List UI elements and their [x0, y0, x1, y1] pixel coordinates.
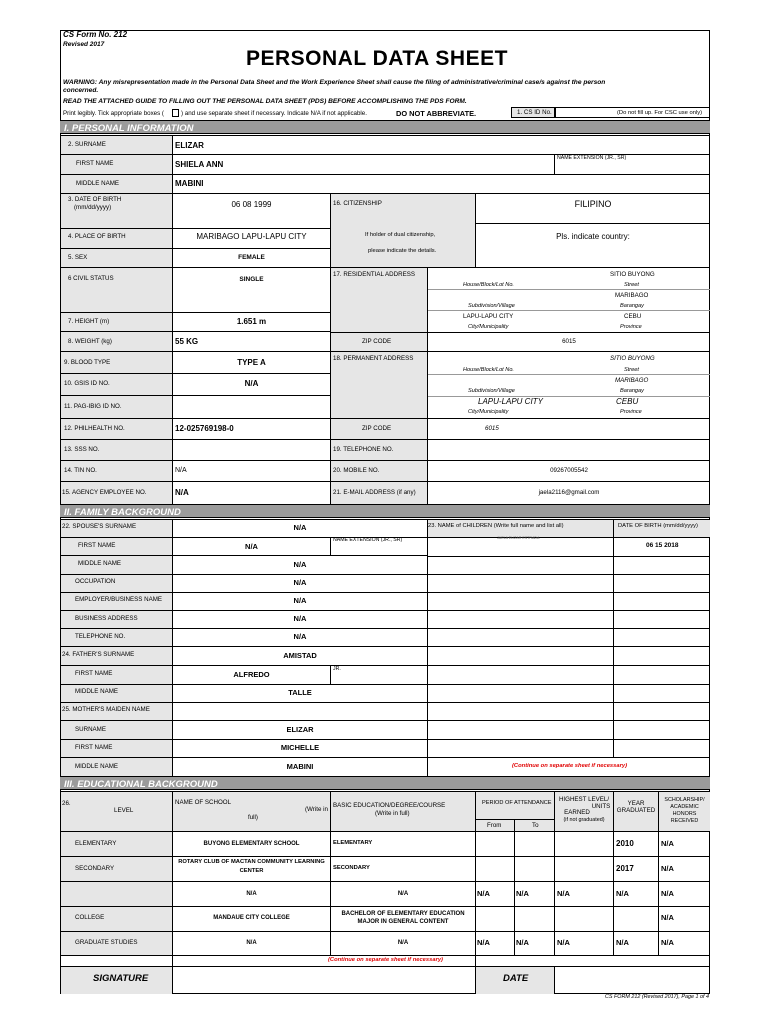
not-graduated-header: (if not graduated) [563, 817, 605, 823]
children-dob-header: DATE OF BIRTH (mm/dd/yyyy) [618, 523, 698, 529]
child-dob-field[interactable]: 06 15 2018 [646, 542, 679, 549]
res-subdivision-field[interactable]: MARIBAGO [615, 292, 649, 299]
graduate-from-field[interactable]: N/A [477, 938, 490, 947]
sex-field[interactable]: FEMALE [238, 254, 265, 261]
business-address-field[interactable]: N/A [293, 614, 307, 623]
vocational-from-field[interactable]: N/A [477, 889, 490, 898]
tick-box [172, 109, 179, 117]
graduate-studies-label: GRADUATE STUDIES [75, 939, 138, 946]
course-header-note: (Write in full) [375, 810, 410, 817]
height-label: 7. HEIGHT (m) [68, 318, 110, 325]
country-indicate: Pls. indicate country: [556, 232, 630, 241]
perm-street-label: Street [624, 367, 639, 373]
agency-label: 15. AGENCY EMPLOYEE NO. [62, 489, 147, 496]
father-surname-field[interactable]: AMISTAD [283, 651, 317, 660]
academic-header: ACADEMIC [670, 804, 699, 810]
date-label: DATE [503, 973, 529, 984]
sex-label: 5. SEX [68, 254, 88, 261]
mobile-field[interactable]: 09267005542 [550, 467, 588, 474]
secondary-course-field[interactable]: SECONDARY [333, 865, 370, 871]
weight-field[interactable]: 55 KG [175, 337, 199, 346]
perm-subdivision-label: Subdivision/Village [468, 388, 515, 394]
graduate-year-field[interactable]: N/A [616, 938, 629, 947]
surname-field[interactable]: ELIZAR [175, 141, 204, 150]
children-header: 23. NAME of CHILDREN (Write full name and list all) [428, 523, 564, 529]
spouse-surname-field[interactable]: N/A [293, 523, 307, 532]
section-education-header: III. EDUCATIONAL BACKGROUND [60, 776, 710, 790]
citizenship-label: 16. CITIZENSHIP [333, 200, 382, 207]
res-zip-field[interactable]: 6015 [562, 338, 576, 345]
mother-middle-name-label: MIDDLE NAME [75, 763, 118, 770]
spouse-telephone-label: TELEPHONE NO. [75, 633, 126, 640]
dual-citizenship-note2: please indicate the details. [368, 248, 437, 254]
perm-province-label: Province [620, 409, 642, 415]
elementary-label: ELEMENTARY [75, 840, 117, 847]
elementary-honors-field[interactable]: N/A [661, 839, 674, 848]
middle-name-label: MIDDLE NAME [76, 180, 119, 187]
dual-citizenship-note: If holder of dual citizenship, [365, 232, 436, 238]
res-barangay-label: Barangay [620, 303, 644, 309]
dob-label: 3. DATE OF BIRTH [68, 196, 122, 203]
school-header: NAME OF SCHOOL [175, 799, 232, 806]
earned-header: EARNED [564, 809, 590, 816]
res-subdivision-label: Subdivision/Village [468, 303, 515, 309]
res-city-field[interactable]: LAPU-LAPU CITY [463, 313, 514, 320]
res-province-field[interactable]: CEBU [624, 313, 642, 320]
surname-label: 2. SURNAME [68, 141, 106, 148]
graduate-course-field[interactable]: N/A [397, 940, 409, 946]
print-instruction-cont: ) and use separate sheet if necessary. Indicate N/A if not applicable. [181, 110, 367, 117]
cs-id-label: 1. CS ID No. [517, 109, 552, 116]
height-field[interactable]: 1.651 m [236, 317, 267, 326]
occupation-label: OCCUPATION [75, 578, 116, 585]
college-label: COLLEGE [75, 914, 105, 921]
business-address-label: BUSINESS ADDRESS [75, 615, 138, 622]
secondary-honors-field[interactable]: N/A [661, 864, 674, 873]
father-first-name-label: FIRST NAME [75, 670, 113, 677]
warning-text: WARNING: Any misrepresentation made in the Personal Data Sheet and the Work Experience Sheet shall cause the filing of administrative/criminal case/s against the person [63, 79, 606, 86]
perm-zip-label: ZIP CODE [362, 425, 392, 432]
cs-use-only: (Do not fill up. For CSC use only) [617, 110, 703, 116]
secondary-school-field-cont[interactable]: CENTER [239, 868, 264, 874]
first-name-field[interactable]: SHIELA ANN [175, 160, 224, 169]
father-middle-name-field[interactable]: TALLE [288, 688, 312, 697]
middle-name-field[interactable]: MABINI [175, 179, 204, 188]
received-header: RECEIVED [670, 818, 699, 824]
instruction-text: READ THE ATTACHED GUIDE TO FILLING OUT THE PERSONAL DATA SHEET (PDS) BEFORE ACCOMPLISHING THE PDS FORM. [63, 98, 467, 105]
do-not-abbreviate: DO NOT ABBREVIATE. [396, 109, 477, 118]
blood-type-field[interactable]: TYPE A [237, 358, 266, 367]
education-num: 26. [62, 800, 71, 807]
graduate-honors-field[interactable]: N/A [661, 938, 674, 947]
pagibig-label: 11. PAG-IBIG ID NO. [64, 403, 122, 410]
mobile-label: 20. MOBILE NO. [333, 467, 380, 474]
print-instruction: Print legibly. Tick appropriate boxes ( [63, 110, 164, 117]
perm-house-label: House/Block/Lot No. [463, 367, 514, 373]
graduate-to-field[interactable]: N/A [516, 938, 529, 947]
residential-address-label: 17. RESIDENTIAL ADDRESS [333, 271, 415, 278]
section-family-header: II. FAMILY BACKGROUND [60, 504, 710, 518]
college-honors-field[interactable]: N/A [661, 913, 674, 922]
civil-status-label: 6 CIVIL STATUS [68, 275, 114, 282]
units-header: UNITS [591, 803, 611, 810]
spouse-first-name-field[interactable]: N/A [245, 542, 258, 551]
college-school-field[interactable]: MANDAUE CITY COLLEGE [213, 915, 290, 921]
agency-field[interactable]: N/A [175, 488, 189, 497]
father-first-name-field[interactable]: ALFREDO [233, 670, 270, 679]
elementary-year-field[interactable]: 2010 [616, 839, 634, 848]
graduate-school-field[interactable]: N/A [246, 940, 257, 946]
pob-field[interactable]: MARIBAGO LAPU-LAPU CITY [196, 232, 307, 241]
education-level-column [61, 831, 172, 955]
vocational-course-field[interactable]: N/A [397, 891, 409, 897]
vocational-units-field[interactable]: N/A [557, 889, 570, 898]
elementary-school-field[interactable]: BUYONG ELEMENTARY SCHOOL [203, 841, 300, 847]
elementary-course-field[interactable]: ELEMENTARY [333, 840, 373, 846]
email-field[interactable]: jaela2116@gmail.com [538, 489, 600, 496]
spouse-name-ext-label: NAME EXTENSION (JR., SR) [333, 537, 403, 543]
secondary-school-field[interactable]: ROTARY CLUB OF MACTAN COMMUNITY LEARNING [178, 859, 325, 865]
employer-label: EMPLOYER/BUSINESS NAME [75, 596, 162, 603]
res-house-field[interactable]: SITIO BUYONG [610, 271, 655, 278]
father-name-ext-field[interactable]: JR. [333, 666, 341, 672]
pob-label: 4. PLACE OF BIRTH [68, 233, 126, 240]
sss-label: 13. SSS NO. [64, 446, 100, 453]
father-surname-label: 24. FATHER'S SURNAME [62, 651, 135, 658]
page-title: PERSONAL DATA SHEET [246, 47, 508, 70]
perm-house-field[interactable]: SITIO BUYONG [610, 355, 655, 362]
permanent-address-label: 18. PERMANENT ADDRESS [333, 355, 414, 362]
revised-label: Revised 2017 [63, 41, 105, 48]
graduated-header: GRADUATED [616, 807, 656, 814]
occupation-field[interactable]: N/A [293, 578, 307, 587]
weight-label: 8. WEIGHT (kg) [68, 338, 112, 345]
graduate-units-field[interactable]: N/A [557, 938, 570, 947]
date-field[interactable] [555, 967, 710, 994]
perm-barangay-label: Barangay [620, 388, 644, 394]
perm-province-field[interactable]: CEBU [616, 397, 639, 406]
secondary-label: SECONDARY [75, 865, 115, 872]
scholarship-header: SCHOLARSHIP/ [664, 797, 705, 803]
level-header: LEVEL [114, 807, 134, 814]
spouse-middle-name-field[interactable]: N/A [293, 560, 307, 569]
vocational-honors-field[interactable]: N/A [661, 889, 674, 898]
res-province-label: Province [620, 324, 642, 330]
spouse-surname-label: 22. SPOUSE'S SURNAME [62, 523, 137, 530]
mother-first-name-field[interactable]: MICHELLE [280, 743, 320, 752]
blood-type-label: 9. BLOOD TYPE [64, 359, 111, 366]
to-header: To [532, 822, 539, 829]
honors-header: HONORS [672, 811, 697, 817]
signature-field[interactable] [173, 967, 475, 994]
college-course-field[interactable]: BACHELOR OF ELEMENTARY EDUCATION [341, 911, 465, 917]
family-continue-note: (Continue on separate sheet if necessary) [512, 763, 628, 769]
name-extension-label: NAME EXTENSION (JR., SR) [557, 155, 627, 161]
year-header: YEAR [627, 800, 645, 807]
gsis-field[interactable]: N/A [244, 379, 259, 388]
vocational-year-field[interactable]: N/A [616, 889, 629, 898]
res-city-label: City/Municipality [468, 324, 509, 330]
page-footer: CS FORM 212 (Revised 2017), Page 1 of 4 [605, 994, 709, 1000]
child-name-field[interactable]: JAELA ELIZAR ESTRADA [497, 536, 540, 540]
philhealth-field[interactable]: 12-025769198-0 [175, 424, 234, 433]
secondary-year-field[interactable]: 2017 [616, 864, 634, 873]
res-house-label: House/Block/Lot No. [463, 282, 514, 288]
mother-surname-label: SURNAME [75, 726, 106, 733]
family-label-column [61, 519, 172, 776]
period-header: PERIOD OF ATTENDANCE [482, 800, 552, 806]
email-label: 21. E-MAIL ADDRESS (if any) [333, 489, 416, 496]
citizenship-field[interactable]: FILIPINO [574, 199, 612, 209]
college-course-field-cont[interactable]: MAJOR IN GENERAL CONTENT [357, 919, 449, 925]
gsis-label: 10. GSIS ID NO. [64, 380, 110, 387]
philhealth-label: 12. PHILHEALTH NO. [64, 425, 125, 432]
form-number: CS Form No. 212 [63, 30, 128, 39]
res-street-label: Street [624, 282, 639, 288]
perm-zip-field[interactable]: 6015 [485, 425, 499, 432]
father-middle-name-label: MIDDLE NAME [75, 688, 118, 695]
perm-barangay-field[interactable]: MARIBAGO [615, 377, 649, 384]
perm-city-field[interactable]: LAPU-LAPU CITY [478, 397, 543, 406]
vocational-school-field[interactable]: N/A [246, 891, 257, 897]
from-header: From [487, 822, 502, 829]
spouse-telephone-field[interactable]: N/A [293, 632, 307, 641]
dob-field[interactable]: 06 08 1999 [231, 200, 272, 209]
warning-text-cont: concerned. [63, 87, 99, 94]
perm-city-label: City/Municipality [468, 409, 509, 415]
school-header-note: (Write in [305, 806, 328, 813]
dob-format: (mm/dd/yyyy) [74, 204, 112, 211]
first-name-label: FIRST NAME [76, 160, 114, 167]
spouse-middle-name-label: MIDDLE NAME [78, 560, 121, 567]
course-header: BASIC EDUCATION/DEGREE/COURSE [333, 802, 446, 809]
telephone-label: 19. TELEPHONE NO. [333, 446, 394, 453]
spouse-first-name-label: FIRST NAME [78, 542, 116, 549]
mother-first-name-label: FIRST NAME [75, 744, 113, 751]
school-header-note2: full) [248, 814, 258, 821]
mother-maiden-label: 25. MOTHER'S MAIDEN NAME [62, 706, 150, 713]
tin-label: 14. TIN NO. [64, 467, 97, 474]
section-personal-header: I. PERSONAL INFORMATION [60, 120, 710, 134]
res-zip-label: ZIP CODE [362, 338, 392, 345]
mother-middle-name-field[interactable]: MABINI [286, 762, 314, 771]
highest-level-header: HIGHEST LEVEL/ [558, 796, 610, 803]
mother-surname-field[interactable]: ELIZAR [286, 725, 314, 734]
tin-field[interactable]: N/A [175, 467, 187, 474]
vocational-to-field[interactable]: N/A [516, 889, 529, 898]
employer-field[interactable]: N/A [293, 596, 307, 605]
signature-label: SIGNATURE [93, 973, 149, 984]
civil-status-field[interactable]: SINGLE [239, 276, 264, 283]
education-continue-note: (Continue on separate sheet if necessary) [327, 957, 443, 963]
